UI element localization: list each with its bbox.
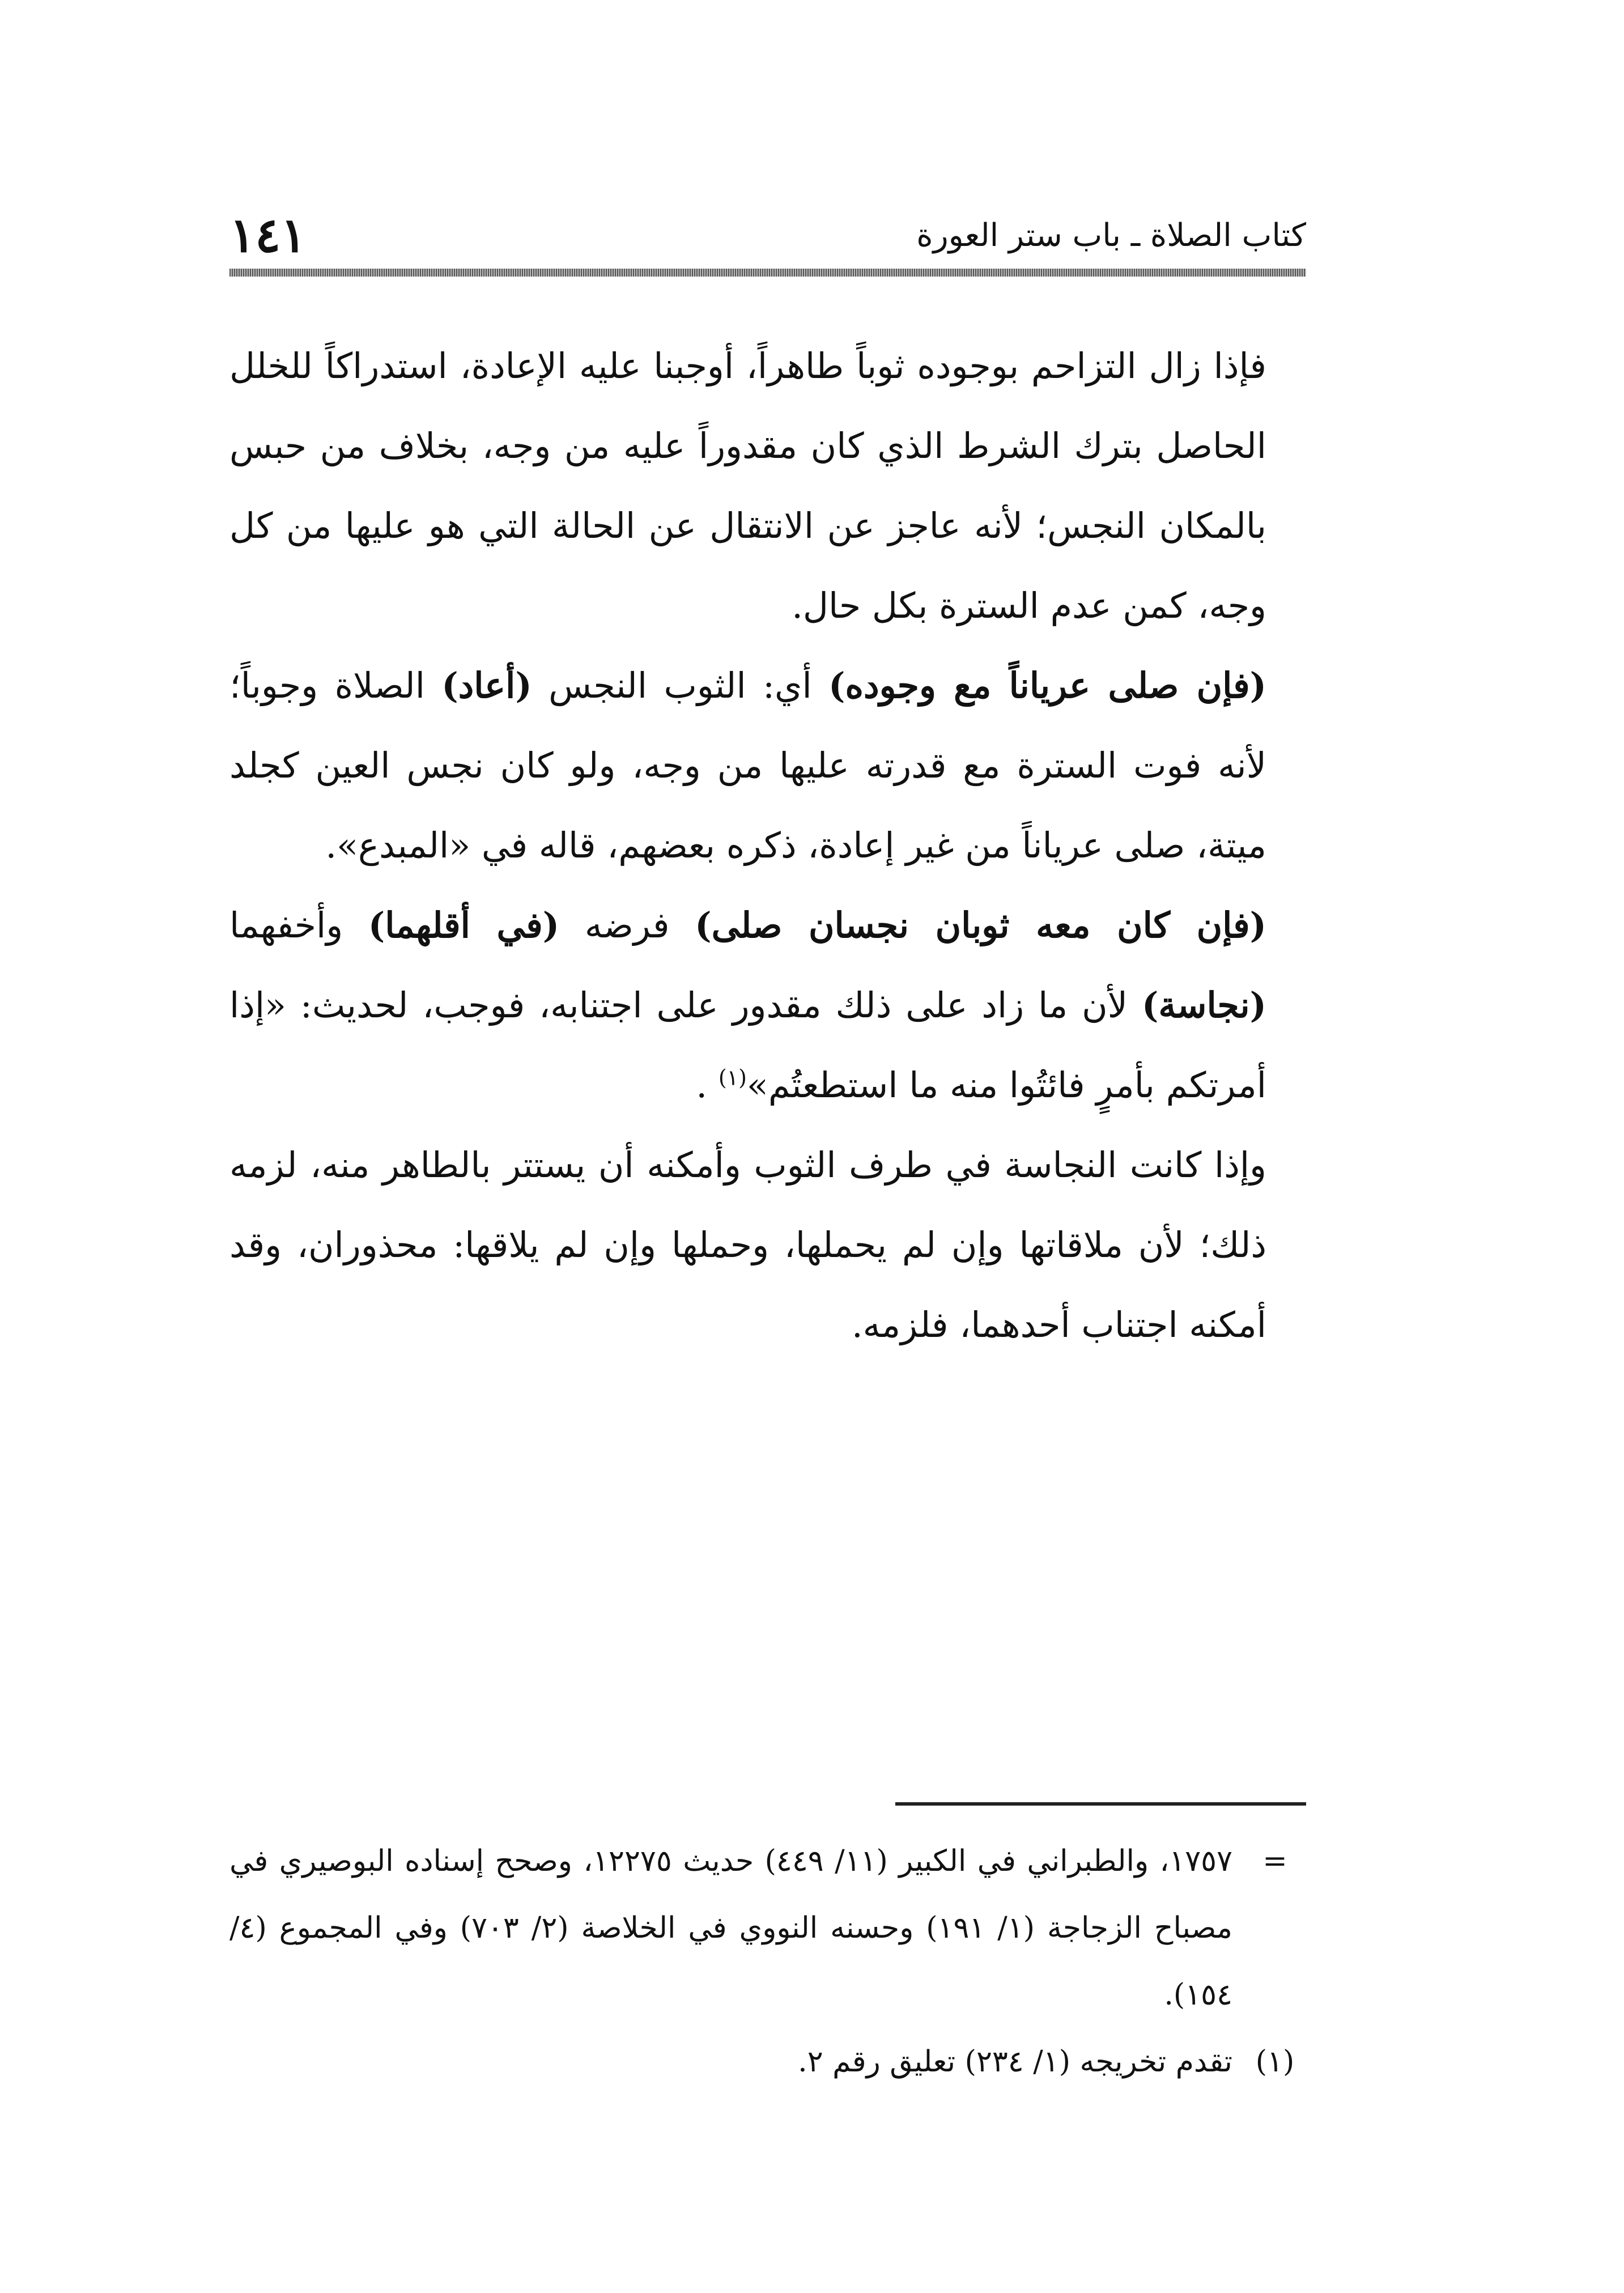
page-header <box>229 204 1306 266</box>
footnotes <box>229 1828 1306 2095</box>
matn-phrase: (فإن كان معه ثوبان نجسان صلى) <box>695 905 1266 946</box>
commentary-text: فرضه <box>559 905 695 946</box>
paragraph-4: وإذا كانت النجاسة في طرف الثوب وأمكنه أن يستتر بالطاهر منه، لزمه ذلك؛ لأن ملاقاتها وإن لم يحملها، وحملها وإن لم يلاقها: محذوران، وقد أمكنه اجتناب أحدهما، فلزمه. <box>229 1144 1266 1345</box>
commentary-text: . <box>696 1064 719 1106</box>
commentary-text: وأخفهما <box>229 905 368 946</box>
page-number: ١٤١ <box>229 207 307 263</box>
commentary-text: أي: الثوب النجس <box>532 665 829 706</box>
header-divider <box>229 269 1306 277</box>
paragraph-2 <box>229 646 1306 885</box>
main-text <box>229 326 1306 1365</box>
footnote-item <box>229 1828 1306 2028</box>
footnote-marker: (١) <box>1255 2045 1295 2079</box>
paragraph-3 <box>229 885 1306 1125</box>
matn-phrase: (نجاسة) <box>1141 984 1267 1026</box>
footnote-reference[interactable]: (١) <box>718 1065 747 1090</box>
commentary-text: لأن ما زاد على ذلك مقدور على اجتنابه، فوجب، لحديث: «إذا أمرتكم بأمرٍ فائتُوا منه ما استطعتُم» <box>229 984 1266 1106</box>
footnote-text: ١٧٥٧، والطبراني في الكبير (١١/ ٤٤٩) حديث ١٢٢٧٥، وصحح إسناده البوصيري في مصباح الزجاجة (١/ ١٩١) وحسنه النووي في الخلاصة (٢/ ٧٠٣) وفي المجموع (٤/ ١٥٤). <box>229 1844 1232 2012</box>
commentary-text: الصلاة وجوباً؛ لأنه فوت السترة مع قدرته عليها من وجه، ولو كان نجس العين كجلد ميتة، صلى عرياناً من غير إعادة، ذكره بعضهم، قاله في «المبدع». <box>229 665 1266 866</box>
footnote-item <box>229 2028 1306 2095</box>
footnote-text: تقدم تخريجه (١/ ٢٣٤) تعليق رقم ٢. <box>798 2045 1232 2079</box>
matn-phrase: (أعاد) <box>441 665 532 706</box>
paragraph-1: فإذا زال التزاحم بوجوده ثوباً طاهراً، أوجبنا عليه الإعادة، استدراكاً للخلل الحاصل بترك الشرط الذي كان مقدوراً عليه من وجه، بخلاف من حبس بالمكان النجس؛ لأنه عاجز عن الانتقال عن الحالة التي هو عليها من كل وجه، كمن عدم السترة بكل حال. <box>229 345 1266 626</box>
footnote-divider <box>895 1802 1306 1806</box>
footnote-marker: = <box>1262 1844 1287 1878</box>
running-title: كتاب الصلاة ـ باب ستر العورة <box>916 217 1306 254</box>
matn-phrase: (في أقلهما) <box>368 905 560 946</box>
matn-phrase: (فإن صلى عرياناً مع وجوده) <box>828 665 1266 706</box>
